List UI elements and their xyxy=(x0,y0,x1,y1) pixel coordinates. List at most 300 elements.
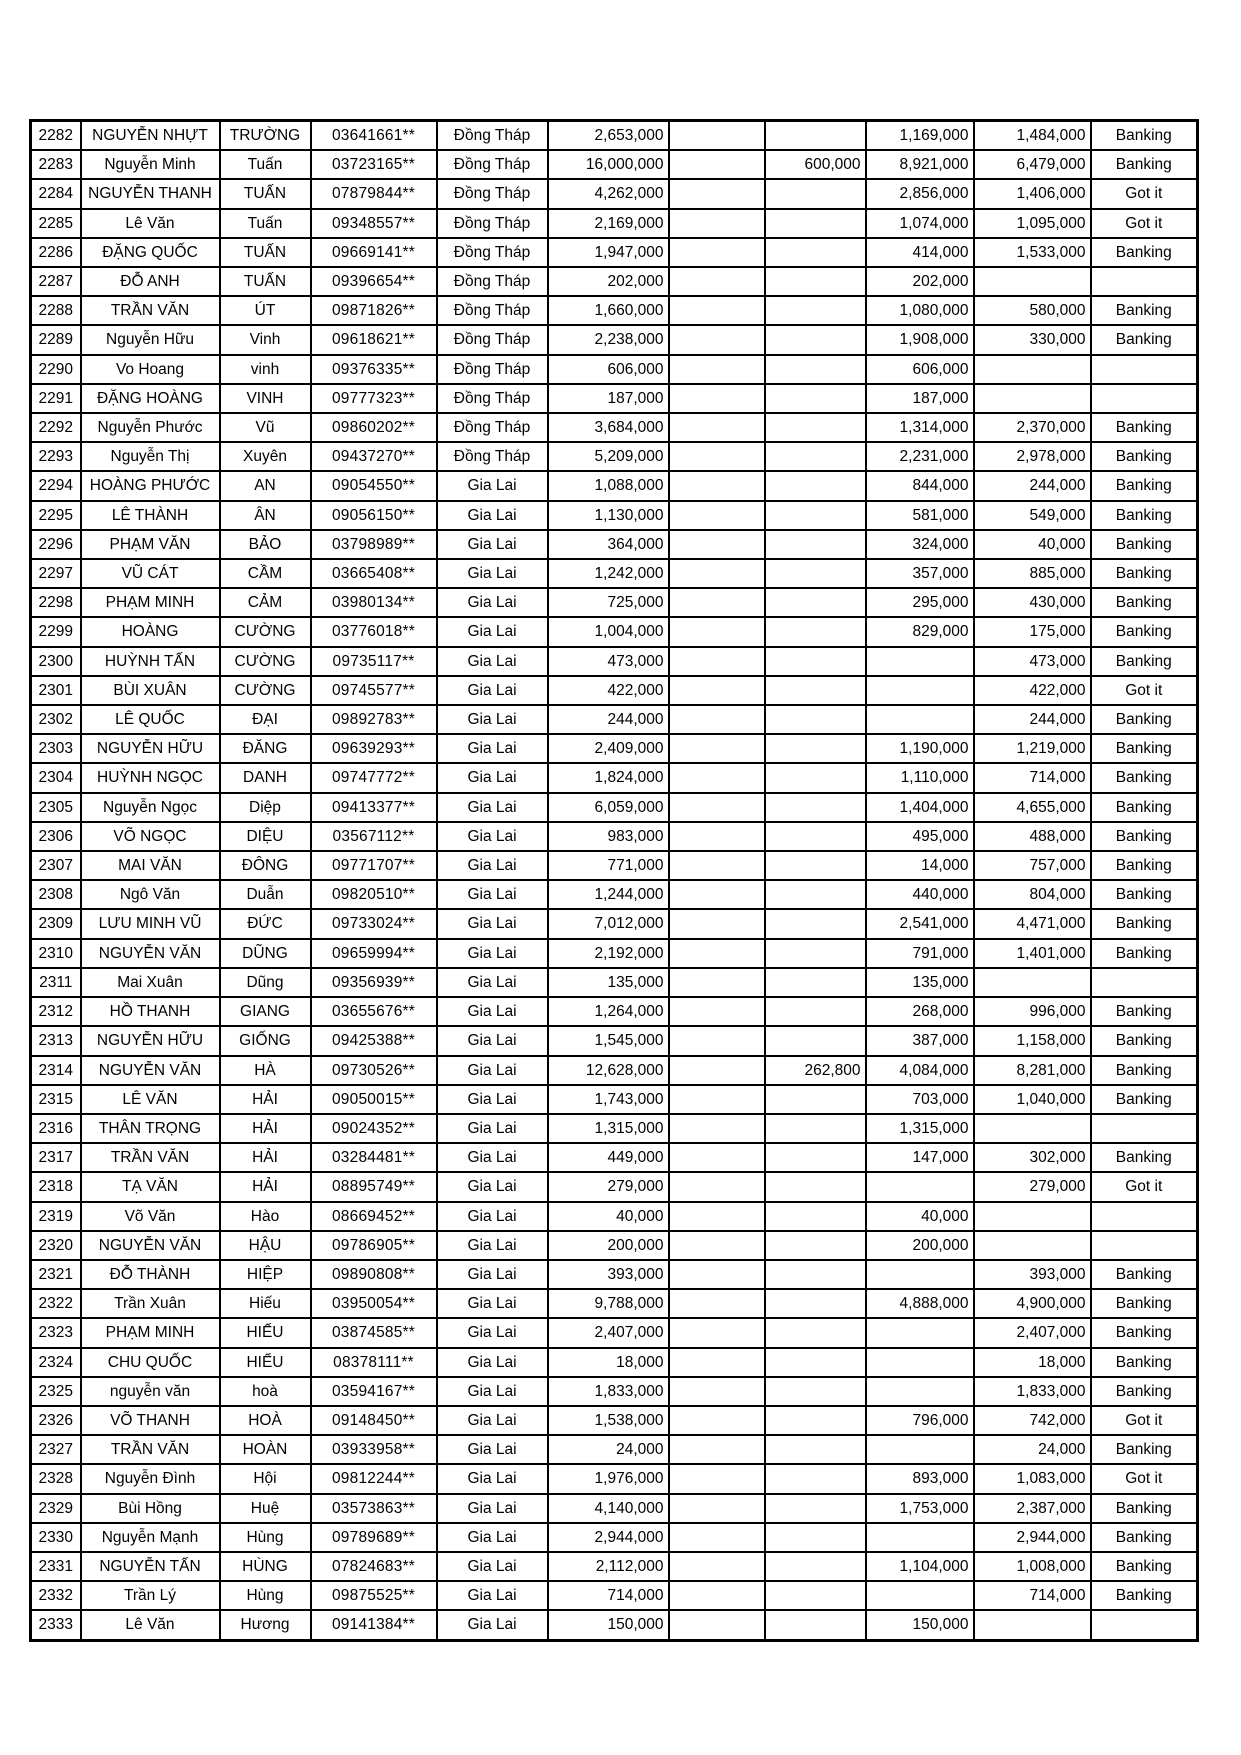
col-name-1: VÕ THANH xyxy=(81,1406,220,1435)
col-amount-a: 4,140,000 xyxy=(548,1494,669,1523)
col-name-2: CẦM xyxy=(220,559,311,588)
col-amount-d: 175,000 xyxy=(974,617,1091,646)
col-id: 2292 xyxy=(31,413,81,442)
col-blank xyxy=(669,647,765,676)
col-blank xyxy=(669,1406,765,1435)
col-amount-a: 12,628,000 xyxy=(548,1056,669,1085)
col-status: Banking xyxy=(1091,1085,1198,1114)
col-status: Got it xyxy=(1091,179,1198,208)
col-province: Đồng Tháp xyxy=(437,238,548,267)
col-province: Gia Lai xyxy=(437,734,548,763)
col-name-1: TRẦN VĂN xyxy=(81,1143,220,1172)
col-amount-b xyxy=(765,1289,866,1318)
col-amount-a: 2,944,000 xyxy=(548,1523,669,1552)
col-province: Gia Lai xyxy=(437,909,548,938)
col-amount-b xyxy=(765,413,866,442)
col-name-2: HOÀ xyxy=(220,1406,311,1435)
col-name-2: Hiếu xyxy=(220,1289,311,1318)
col-amount-c: 200,000 xyxy=(866,1231,974,1260)
col-amount-d xyxy=(974,384,1091,413)
col-name-2: Huệ xyxy=(220,1494,311,1523)
col-name-2: ÚT xyxy=(220,296,311,325)
col-amount-a: 6,059,000 xyxy=(548,793,669,822)
col-amount-b xyxy=(765,617,866,646)
col-amount-b xyxy=(765,1610,866,1640)
col-amount-b xyxy=(765,851,866,880)
col-amount-a: 202,000 xyxy=(548,267,669,296)
col-blank xyxy=(669,1231,765,1260)
col-id: 2315 xyxy=(31,1085,81,1114)
col-amount-d: 996,000 xyxy=(974,997,1091,1026)
col-amount-b xyxy=(765,325,866,354)
col-name-1: Nguyễn Hữu xyxy=(81,325,220,354)
col-name-2: DANH xyxy=(220,763,311,792)
col-phone: 09056150** xyxy=(311,501,437,530)
col-amount-c: 1,080,000 xyxy=(866,296,974,325)
col-name-2: CẢM xyxy=(220,588,311,617)
col-blank xyxy=(669,1202,765,1231)
col-amount-d: 1,406,000 xyxy=(974,179,1091,208)
col-name-2: HÀ xyxy=(220,1056,311,1085)
col-amount-b xyxy=(765,909,866,938)
col-amount-d: 488,000 xyxy=(974,822,1091,851)
col-name-1: VŨ CÁT xyxy=(81,559,220,588)
col-name-2: Diệp xyxy=(220,793,311,822)
col-province: Đồng Tháp xyxy=(437,121,548,151)
col-province: Gia Lai xyxy=(437,705,548,734)
col-province: Đồng Tháp xyxy=(437,355,548,384)
col-province: Đồng Tháp xyxy=(437,413,548,442)
col-amount-a: 279,000 xyxy=(548,1172,669,1201)
col-amount-a: 1,660,000 xyxy=(548,296,669,325)
col-id: 2288 xyxy=(31,296,81,325)
col-amount-b xyxy=(765,530,866,559)
col-phone: 08895749** xyxy=(311,1172,437,1201)
col-id: 2332 xyxy=(31,1581,81,1610)
col-blank xyxy=(669,530,765,559)
col-amount-d: 4,471,000 xyxy=(974,909,1091,938)
col-id: 2312 xyxy=(31,997,81,1026)
table-row xyxy=(31,1464,1198,1493)
col-id: 2308 xyxy=(31,880,81,909)
col-amount-d: 279,000 xyxy=(974,1172,1091,1201)
col-status: Banking xyxy=(1091,1581,1198,1610)
col-amount-b xyxy=(765,471,866,500)
col-phone: 03933958** xyxy=(311,1435,437,1464)
col-id: 2313 xyxy=(31,1026,81,1055)
col-phone: 09054550** xyxy=(311,471,437,500)
col-name-1: Vo Hoang xyxy=(81,355,220,384)
col-blank xyxy=(669,793,765,822)
col-name-2: Hương xyxy=(220,1610,311,1640)
col-phone: 09050015** xyxy=(311,1085,437,1114)
col-amount-b xyxy=(765,267,866,296)
col-amount-a: 2,192,000 xyxy=(548,939,669,968)
table-row xyxy=(31,501,1198,530)
col-amount-d: 8,281,000 xyxy=(974,1056,1091,1085)
col-blank xyxy=(669,851,765,880)
col-phone: 09659994** xyxy=(311,939,437,968)
table-row xyxy=(31,150,1198,179)
col-amount-b xyxy=(765,1026,866,1055)
col-phone: 03950054** xyxy=(311,1289,437,1318)
col-blank xyxy=(669,1318,765,1347)
col-amount-a: 2,653,000 xyxy=(548,121,669,151)
col-status: Banking xyxy=(1091,1026,1198,1055)
col-amount-d: 1,533,000 xyxy=(974,238,1091,267)
col-id: 2318 xyxy=(31,1172,81,1201)
col-blank xyxy=(669,501,765,530)
col-phone: 09786905** xyxy=(311,1231,437,1260)
col-amount-b xyxy=(765,1348,866,1377)
col-amount-d xyxy=(974,968,1091,997)
col-name-2: Tuấn xyxy=(220,209,311,238)
col-amount-a: 725,000 xyxy=(548,588,669,617)
col-status xyxy=(1091,1610,1198,1640)
col-province: Đồng Tháp xyxy=(437,179,548,208)
col-amount-b xyxy=(765,1172,866,1201)
col-province: Gia Lai xyxy=(437,501,548,530)
col-blank xyxy=(669,939,765,968)
col-province: Gia Lai xyxy=(437,1318,548,1347)
table-row xyxy=(31,1318,1198,1347)
table-row xyxy=(31,471,1198,500)
col-amount-d: 1,095,000 xyxy=(974,209,1091,238)
col-status xyxy=(1091,1114,1198,1143)
col-amount-a: 200,000 xyxy=(548,1231,669,1260)
table-row xyxy=(31,1610,1198,1640)
col-phone: 07824683** xyxy=(311,1552,437,1581)
col-amount-d: 40,000 xyxy=(974,530,1091,559)
col-amount-a: 1,833,000 xyxy=(548,1377,669,1406)
col-amount-d: 393,000 xyxy=(974,1260,1091,1289)
col-phone: 09890808** xyxy=(311,1260,437,1289)
col-phone: 09024352** xyxy=(311,1114,437,1143)
col-province: Gia Lai xyxy=(437,997,548,1026)
col-province: Đồng Tháp xyxy=(437,384,548,413)
col-amount-c: 2,541,000 xyxy=(866,909,974,938)
col-province: Gia Lai xyxy=(437,1260,548,1289)
col-phone: 09875525** xyxy=(311,1581,437,1610)
col-amount-b xyxy=(765,968,866,997)
col-id: 2297 xyxy=(31,559,81,588)
col-phone: 03874585** xyxy=(311,1318,437,1347)
col-name-1: NGUYỄN NHỰT xyxy=(81,121,220,151)
col-blank xyxy=(669,1435,765,1464)
col-status: Got it xyxy=(1091,676,1198,705)
col-id: 2306 xyxy=(31,822,81,851)
col-province: Gia Lai xyxy=(437,1056,548,1085)
col-amount-b xyxy=(765,296,866,325)
col-amount-c: 440,000 xyxy=(866,880,974,909)
col-province: Gia Lai xyxy=(437,880,548,909)
col-province: Gia Lai xyxy=(437,851,548,880)
col-id: 2299 xyxy=(31,617,81,646)
col-amount-d: 804,000 xyxy=(974,880,1091,909)
col-phone: 09141384** xyxy=(311,1610,437,1640)
col-amount-d xyxy=(974,1114,1091,1143)
col-amount-a: 1,088,000 xyxy=(548,471,669,500)
col-phone: 09618621** xyxy=(311,325,437,354)
col-amount-a: 1,824,000 xyxy=(548,763,669,792)
col-id: 2324 xyxy=(31,1348,81,1377)
col-blank xyxy=(669,1085,765,1114)
table-row xyxy=(31,209,1198,238)
col-amount-b xyxy=(765,1377,866,1406)
col-status: Banking xyxy=(1091,617,1198,646)
col-status: Banking xyxy=(1091,296,1198,325)
col-id: 2298 xyxy=(31,588,81,617)
col-amount-a: 3,684,000 xyxy=(548,413,669,442)
col-name-1: MAI VĂN xyxy=(81,851,220,880)
col-amount-c xyxy=(866,1172,974,1201)
col-amount-d: 1,008,000 xyxy=(974,1552,1091,1581)
col-amount-c: 268,000 xyxy=(866,997,974,1026)
col-blank xyxy=(669,150,765,179)
col-amount-b xyxy=(765,997,866,1026)
col-name-2: Hội xyxy=(220,1464,311,1493)
col-amount-c: 202,000 xyxy=(866,267,974,296)
col-amount-a: 422,000 xyxy=(548,676,669,705)
col-blank xyxy=(669,1172,765,1201)
col-status: Banking xyxy=(1091,939,1198,968)
col-amount-b xyxy=(765,238,866,267)
col-amount-c: 606,000 xyxy=(866,355,974,384)
col-amount-b xyxy=(765,734,866,763)
col-amount-a: 771,000 xyxy=(548,851,669,880)
col-name-2: CƯỜNG xyxy=(220,647,311,676)
col-name-1: NGUYỄN THANH xyxy=(81,179,220,208)
col-id: 2331 xyxy=(31,1552,81,1581)
col-amount-c: 703,000 xyxy=(866,1085,974,1114)
col-amount-a: 5,209,000 xyxy=(548,442,669,471)
col-status: Got it xyxy=(1091,1406,1198,1435)
table-row xyxy=(31,1289,1198,1318)
table-row xyxy=(31,1143,1198,1172)
col-amount-c: 495,000 xyxy=(866,822,974,851)
col-name-2: Hùng xyxy=(220,1523,311,1552)
col-amount-c: 1,753,000 xyxy=(866,1494,974,1523)
table-row xyxy=(31,267,1198,296)
table-row xyxy=(31,1202,1198,1231)
col-amount-c: 791,000 xyxy=(866,939,974,968)
col-name-1: CHU QUỐC xyxy=(81,1348,220,1377)
col-amount-c: 844,000 xyxy=(866,471,974,500)
col-amount-d: 473,000 xyxy=(974,647,1091,676)
col-name-2: Tuấn xyxy=(220,150,311,179)
col-amount-d: 4,655,000 xyxy=(974,793,1091,822)
col-name-1: Lê Văn xyxy=(81,1610,220,1640)
col-amount-d: 2,978,000 xyxy=(974,442,1091,471)
col-blank xyxy=(669,1494,765,1523)
col-name-1: Trần Lý xyxy=(81,1581,220,1610)
col-province: Gia Lai xyxy=(437,1085,548,1114)
col-amount-a: 1,947,000 xyxy=(548,238,669,267)
table-row xyxy=(31,355,1198,384)
col-blank xyxy=(669,763,765,792)
col-status: Banking xyxy=(1091,325,1198,354)
col-amount-b xyxy=(765,1260,866,1289)
col-amount-c: 150,000 xyxy=(866,1610,974,1640)
col-name-2: Vinh xyxy=(220,325,311,354)
col-blank xyxy=(669,384,765,413)
col-blank xyxy=(669,676,765,705)
col-status: Banking xyxy=(1091,238,1198,267)
col-phone: 09771707** xyxy=(311,851,437,880)
col-amount-c: 4,888,000 xyxy=(866,1289,974,1318)
col-blank xyxy=(669,121,765,151)
col-amount-c xyxy=(866,1581,974,1610)
col-name-2: CƯỜNG xyxy=(220,617,311,646)
col-phone: 07879844** xyxy=(311,179,437,208)
col-name-1: ĐỖ ANH xyxy=(81,267,220,296)
col-name-2: ĐẠI xyxy=(220,705,311,734)
col-name-1: NGUYỄN VĂN xyxy=(81,1231,220,1260)
col-name-1: Nguyễn Đình xyxy=(81,1464,220,1493)
col-amount-c: 1,190,000 xyxy=(866,734,974,763)
col-amount-c: 893,000 xyxy=(866,1464,974,1493)
col-amount-b xyxy=(765,1494,866,1523)
col-amount-c: 14,000 xyxy=(866,851,974,880)
col-id: 2287 xyxy=(31,267,81,296)
col-province: Gia Lai xyxy=(437,1552,548,1581)
col-id: 2289 xyxy=(31,325,81,354)
col-amount-c: 581,000 xyxy=(866,501,974,530)
table-row xyxy=(31,559,1198,588)
col-province: Gia Lai xyxy=(437,1494,548,1523)
col-amount-c xyxy=(866,647,974,676)
col-amount-d: 18,000 xyxy=(974,1348,1091,1377)
col-name-2: TUẤN xyxy=(220,267,311,296)
col-name-2: CƯỜNG xyxy=(220,676,311,705)
col-blank xyxy=(669,1026,765,1055)
col-blank xyxy=(669,442,765,471)
col-amount-d: 885,000 xyxy=(974,559,1091,588)
col-province: Gia Lai xyxy=(437,1406,548,1435)
col-province: Gia Lai xyxy=(437,471,548,500)
col-province: Gia Lai xyxy=(437,588,548,617)
col-amount-d: 244,000 xyxy=(974,471,1091,500)
col-amount-d: 2,370,000 xyxy=(974,413,1091,442)
table-row xyxy=(31,530,1198,559)
col-province: Gia Lai xyxy=(437,1143,548,1172)
col-province: Gia Lai xyxy=(437,530,548,559)
col-name-2: AN xyxy=(220,471,311,500)
col-blank xyxy=(669,1289,765,1318)
col-province: Gia Lai xyxy=(437,1202,548,1231)
col-amount-d: 244,000 xyxy=(974,705,1091,734)
col-status: Got it xyxy=(1091,1464,1198,1493)
col-id: 2285 xyxy=(31,209,81,238)
col-id: 2302 xyxy=(31,705,81,734)
col-amount-a: 2,407,000 xyxy=(548,1318,669,1347)
col-amount-a: 135,000 xyxy=(548,968,669,997)
col-name-2: TUẤN xyxy=(220,179,311,208)
col-amount-d: 714,000 xyxy=(974,763,1091,792)
col-amount-b xyxy=(765,1435,866,1464)
col-amount-c xyxy=(866,1377,974,1406)
col-status: Banking xyxy=(1091,1143,1198,1172)
col-id: 2295 xyxy=(31,501,81,530)
col-amount-c: 1,074,000 xyxy=(866,209,974,238)
col-amount-b xyxy=(765,880,866,909)
col-blank xyxy=(669,209,765,238)
col-amount-b xyxy=(765,1318,866,1347)
col-phone: 09356939** xyxy=(311,968,437,997)
col-amount-a: 1,004,000 xyxy=(548,617,669,646)
col-blank xyxy=(669,267,765,296)
col-status: Banking xyxy=(1091,1494,1198,1523)
col-blank xyxy=(669,880,765,909)
col-phone: 09733024** xyxy=(311,909,437,938)
col-amount-d: 742,000 xyxy=(974,1406,1091,1435)
table-row xyxy=(31,1377,1198,1406)
col-blank xyxy=(669,997,765,1026)
col-amount-c xyxy=(866,1523,974,1552)
col-name-2: ĐĂNG xyxy=(220,734,311,763)
col-amount-d: 24,000 xyxy=(974,1435,1091,1464)
col-amount-b xyxy=(765,121,866,151)
col-phone: 09777323** xyxy=(311,384,437,413)
col-status: Banking xyxy=(1091,1377,1198,1406)
col-blank xyxy=(669,355,765,384)
col-name-2: HẢI xyxy=(220,1172,311,1201)
col-blank xyxy=(669,179,765,208)
col-phone: 09871826** xyxy=(311,296,437,325)
recipient-table xyxy=(29,119,1199,1642)
col-province: Gia Lai xyxy=(437,1435,548,1464)
col-amount-d: 4,900,000 xyxy=(974,1289,1091,1318)
col-name-1: Nguyễn Ngọc xyxy=(81,793,220,822)
col-name-1: LƯU MINH VŨ xyxy=(81,909,220,938)
col-amount-d: 422,000 xyxy=(974,676,1091,705)
col-amount-a: 1,264,000 xyxy=(548,997,669,1026)
col-amount-c: 1,104,000 xyxy=(866,1552,974,1581)
col-name-1: BÙI XUÂN xyxy=(81,676,220,705)
table-row xyxy=(31,1231,1198,1260)
col-blank xyxy=(669,617,765,646)
col-status: Banking xyxy=(1091,997,1198,1026)
col-phone: 08669452** xyxy=(311,1202,437,1231)
col-amount-b: 262,800 xyxy=(765,1056,866,1085)
col-amount-d: 714,000 xyxy=(974,1581,1091,1610)
col-amount-c: 295,000 xyxy=(866,588,974,617)
col-phone: 09376335** xyxy=(311,355,437,384)
col-amount-c xyxy=(866,1260,974,1289)
col-name-2: vinh xyxy=(220,355,311,384)
col-phone: 09820510** xyxy=(311,880,437,909)
col-amount-b xyxy=(765,501,866,530)
col-phone: 03723165** xyxy=(311,150,437,179)
col-amount-c: 1,315,000 xyxy=(866,1114,974,1143)
col-phone: 03641661** xyxy=(311,121,437,151)
col-status: Banking xyxy=(1091,413,1198,442)
table-row xyxy=(31,705,1198,734)
col-province: Gia Lai xyxy=(437,822,548,851)
col-id: 2333 xyxy=(31,1610,81,1640)
col-name-1: HUỲNH TẤN xyxy=(81,647,220,676)
col-name-1: LÊ VĂN xyxy=(81,1085,220,1114)
col-name-2: ĐỨC xyxy=(220,909,311,938)
col-phone: 03573863** xyxy=(311,1494,437,1523)
col-phone: 09860202** xyxy=(311,413,437,442)
col-blank xyxy=(669,734,765,763)
table-row xyxy=(31,1026,1198,1055)
col-amount-b xyxy=(765,1464,866,1493)
col-id: 2326 xyxy=(31,1406,81,1435)
col-phone: 09396654** xyxy=(311,267,437,296)
col-amount-d: 549,000 xyxy=(974,501,1091,530)
